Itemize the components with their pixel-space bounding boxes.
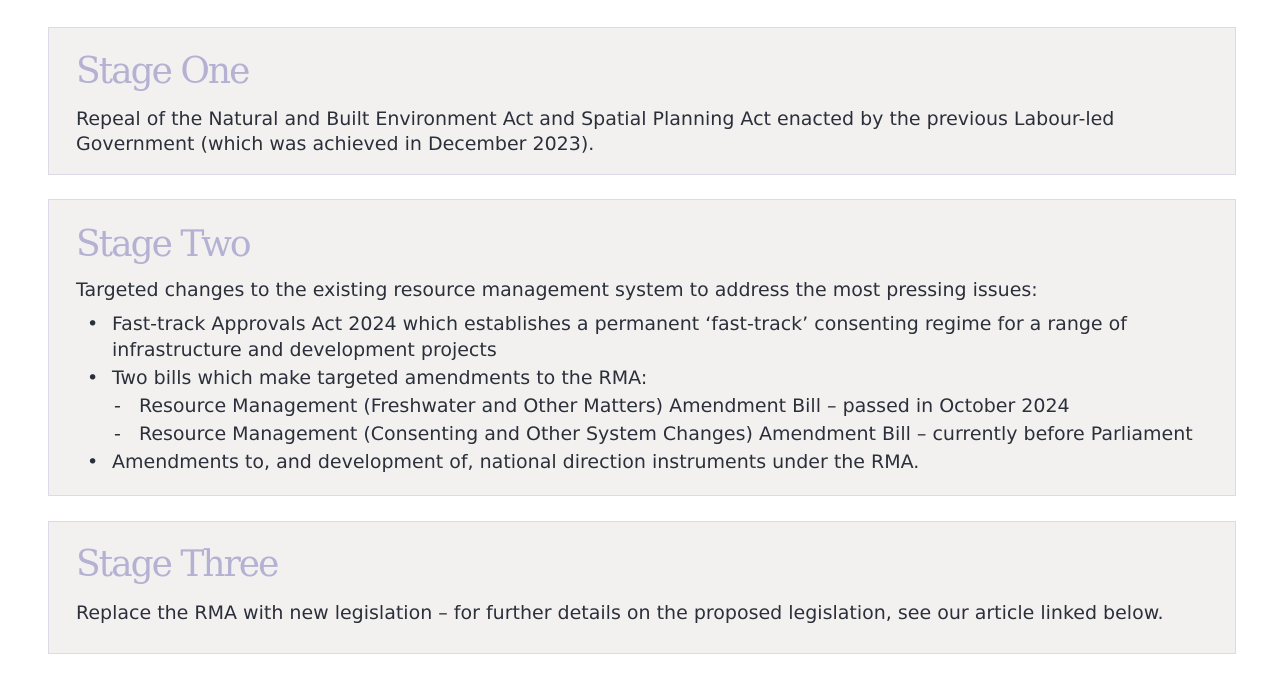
list-item	[76, 311, 1215, 363]
sub-list-item-text: Resource Management (Consenting and Other System Changes) Amendment Bill – currently before Parliament	[139, 423, 1193, 445]
stage-three-title: Stage Three	[76, 544, 278, 585]
sub-list-item-text: Resource Management (Freshwater and Other Matters) Amendment Bill – passed in October 2024	[139, 395, 1070, 417]
bullet-icon: •	[87, 367, 99, 389]
list-item-text: Amendments to, and development of, national direction instruments under the RMA.	[112, 451, 920, 473]
dash-icon: -	[114, 395, 121, 417]
stage-one-card	[48, 27, 1236, 175]
stage-two-title: Stage Two	[76, 224, 250, 265]
sub-list-item	[112, 421, 1215, 447]
sub-bullet-list	[112, 393, 1215, 447]
stage-one-text: Repeal of the Natural and Built Environment Act and Spatial Planning Act enacted by the previous Labour-led Government (which was achieved in December 2023).	[76, 108, 1115, 155]
dash-icon: -	[114, 423, 121, 445]
stage-two-intro: Targeted changes to the existing resource management system to address the most pressing issues:	[76, 279, 1038, 301]
stage-three-card	[48, 521, 1236, 654]
stage-one-title: Stage One	[76, 51, 249, 92]
list-item-text: Two bills which make targeted amendments to the RMA:	[112, 367, 648, 389]
stage-three-text: Replace the RMA with new legislation – for further details on the proposed legislation, see our article linked below.	[76, 602, 1164, 624]
list-item-text: Fast-track Approvals Act 2024 which establishes a permanent ‘fast-track’ consenting regime for a range of infrastructure and development projects	[112, 313, 1127, 361]
bullet-icon: •	[87, 451, 99, 473]
bullet-icon: •	[87, 313, 99, 335]
list-item	[76, 449, 1215, 475]
sub-list-item	[112, 393, 1215, 419]
stage-two-card	[48, 199, 1236, 496]
stage-two-bullet-list	[76, 311, 1215, 477]
list-item	[76, 365, 1215, 447]
